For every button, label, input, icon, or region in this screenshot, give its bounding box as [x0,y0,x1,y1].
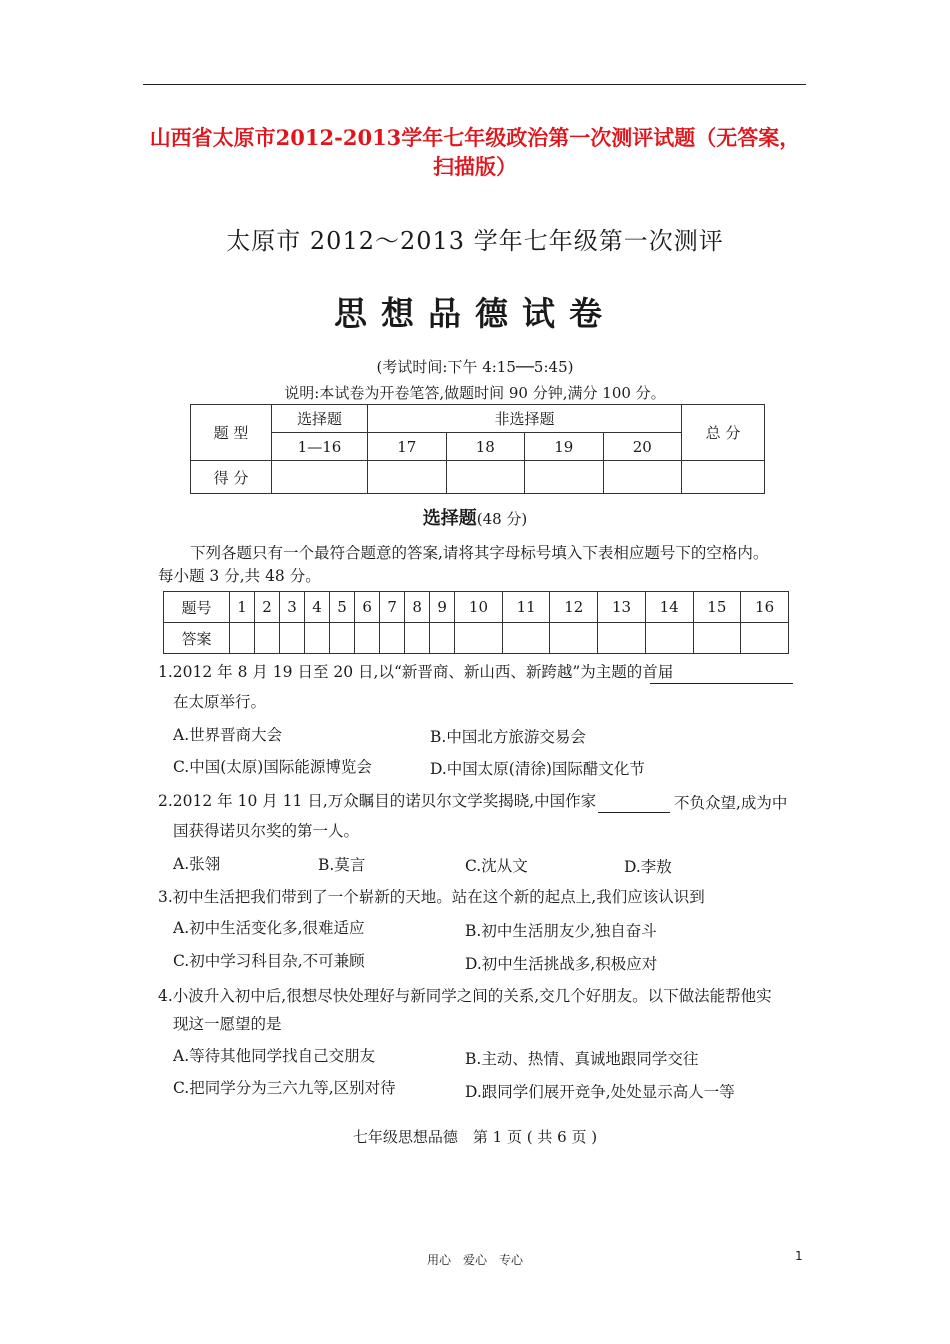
answer-number-cell: 5 [330,592,355,623]
document-title [140,123,810,181]
question-1-option-c: C.中国(太原)国际能源博览会 [173,758,372,776]
answer-answer-label: 答案 [164,623,230,654]
answer-cell [502,623,550,654]
score-cell [368,461,447,494]
answer-number-cell: 1 [230,592,255,623]
answer-number-label: 题号 [164,592,230,623]
answer-table [163,591,789,654]
score-cell [603,461,682,494]
score-row-label: 得 分 [191,461,272,494]
answer-cell [355,623,380,654]
answer-number-cell: 4 [305,592,330,623]
answer-cell [550,623,598,654]
answer-number-cell: 6 [355,592,380,623]
question-2-stem-b: 国获得诺贝尔奖的第一人。 [173,822,360,840]
answer-number-cell: 15 [693,592,741,623]
answer-number-cell: 3 [280,592,305,623]
question-3-option-d: D.初中生活挑战多,积极应对 [465,955,658,973]
answer-cell [598,623,646,654]
answer-cell [405,623,430,654]
answer-number-cell: 2 [255,592,280,623]
score-q18-label: 18 [446,433,525,461]
question-2-stem-a: 2.2012 年 10 月 11 日,万众瞩目的诺贝尔文学奖揭晓,中国作家 [158,792,597,810]
question-3-option-a: A.初中生活变化多,很难适应 [173,919,365,937]
score-table [190,404,765,494]
answer-cell [255,623,280,654]
answer-cell [693,623,741,654]
answer-number-cell: 12 [550,592,598,623]
answer-number-cell: 9 [430,592,455,623]
answer-number-cell: 10 [455,592,503,623]
question-1-option-a: A.世界晋商大会 [173,726,283,744]
question-1-stem-b: 在太原举行。 [173,693,267,711]
answer-number-cell: 8 [405,592,430,623]
bottom-page-number: 1 [795,1249,803,1263]
question-2-blank [598,796,670,813]
question-2-option-a: A.张翎 [173,855,221,873]
score-cell [272,461,368,494]
answer-cell [430,623,455,654]
question-4-option-d: D.跟同学们展开竞争,处处显示高人一等 [465,1083,735,1101]
instruction-line-1: 下列各题只有一个最符合题意的答案,请将其字母标号填入下表相应题号下的空格内。 [190,544,769,562]
page-footer: 七年级思想品德 第 1 页 ( 共 6 页 ) [352,1128,598,1146]
document-title-line-2: 扫描版） [433,154,517,179]
question-3-stem-a: 3.初中生活把我们带到了一个崭新的天地。站在这个新的起点上,我们应该认识到 [158,888,705,906]
answer-number-cell: 16 [741,592,789,623]
question-2-option-c: C.沈从文 [465,857,528,875]
answer-number-cell: 13 [598,592,646,623]
question-2-stem-a2: 不负众望,成为中 [674,794,788,812]
question-1-option-d: D.中国太原(清徐)国际醋文化节 [430,760,645,778]
score-choice-label: 选择题 [272,405,368,433]
question-3-option-b: B.初中生活朋友少,独自奋斗 [465,922,657,940]
score-nonchoice-label: 非选择题 [368,405,682,433]
choice-heading-points: (48 分) [476,510,528,528]
score-cell [446,461,525,494]
choice-section-heading [300,504,650,530]
question-2-option-b: B.莫言 [318,856,366,874]
answer-cell [741,623,789,654]
question-4-stem-b: 现这一愿望的是 [173,1015,282,1033]
score-q17-label: 17 [368,433,447,461]
score-q20-label: 20 [603,433,682,461]
top-rule [143,84,806,85]
answer-cell [305,623,330,654]
question-1-stem-a: 1.2012 年 8 月 19 日至 20 日,以“新晋商、新山西、新跨越”为主题的首届 [158,663,674,681]
instruction-line-2: 每小题 3 分,共 48 分。 [158,567,321,585]
choice-heading-text: 选择题 [422,508,477,529]
answer-number-cell: 14 [645,592,693,623]
score-cell [525,461,604,494]
question-4-option-b: B.主动、热情、真诚地跟同学交往 [465,1050,699,1068]
score-total-label: 总 分 [682,405,765,461]
answer-cell [230,623,255,654]
question-4-option-c: C.把同学分为三六九等,区别对待 [173,1079,396,1097]
answer-cell [380,623,405,654]
document-title-line-1: 山西省太原市2012-2013学年七年级政治第一次测评试题（无答案， [149,125,801,150]
answer-cell [645,623,693,654]
question-3-option-c: C.初中学习科目杂,不可兼顾 [173,952,365,970]
exam-header: 太原市 2012～2013 学年七年级第一次测评 [226,227,724,255]
score-range-label: 1—16 [272,433,368,461]
score-q19-label: 19 [525,433,604,461]
question-4-stem-a: 4.小波升入初中后,很想尽快处理好与新同学之间的关系,交几个好朋友。以下做法能帮他实 [158,987,772,1005]
question-2-option-d: D.李敖 [624,858,672,876]
answer-cell [330,623,355,654]
score-type-label: 题 型 [191,405,272,461]
answer-cell [280,623,305,654]
paper-title: 思想品德试卷 [334,294,616,333]
exam-note: 说明:本试卷为开卷笔答,做题时间 90 分钟,满分 100 分。 [284,384,666,402]
bottom-footer: 用心 爱心 专心 [426,1253,523,1267]
score-cell [682,461,765,494]
question-1-option-b: B.中国北方旅游交易会 [430,728,586,746]
answer-number-cell: 7 [380,592,405,623]
answer-cell [455,623,503,654]
question-1-blank [650,667,793,684]
question-4-option-a: A.等待其他同学找自己交朋友 [173,1047,376,1065]
answer-number-cell: 11 [502,592,550,623]
exam-time: (考试时间:下午 4:15──5:45) [376,358,574,376]
